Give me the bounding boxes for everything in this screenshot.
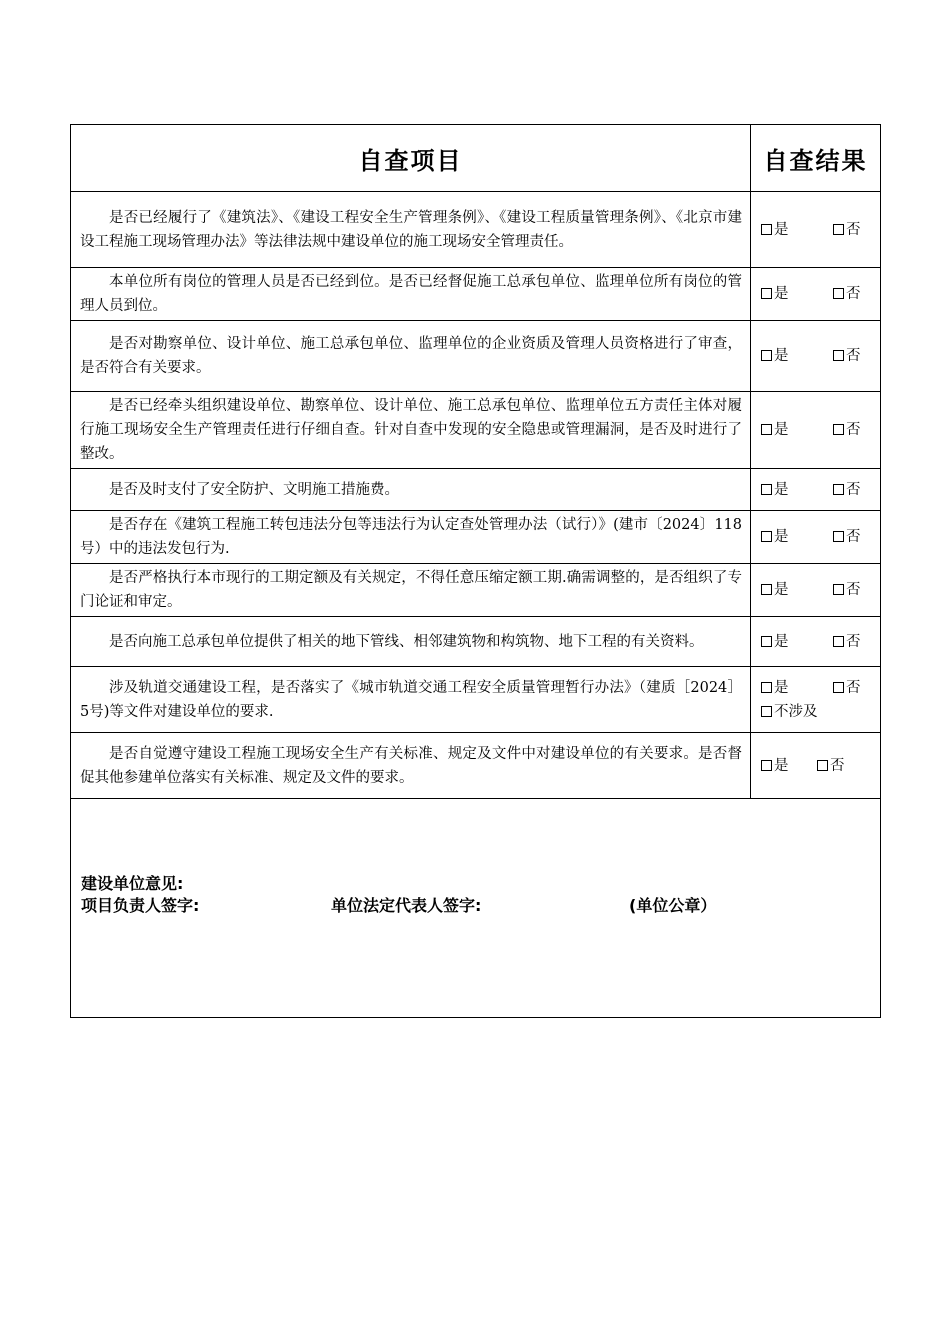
yes-label: 是: [774, 582, 789, 598]
no-label: 否: [846, 221, 861, 238]
item-text: 是否对勘察单位、设计单位、施工总承包单位、监理单位的企业资质及管理人员资格进行了审查，是否符合有关要求。: [71, 321, 751, 392]
yes-checkbox[interactable]: [761, 224, 772, 235]
no-checkbox[interactable]: [833, 584, 844, 595]
table-row: [71, 733, 881, 799]
item-text: 是否存在《建筑工程施工转包违法分包等违法行为认定查处管理办法（试行）》(建市〔2024〕118号）中的违法发包行为.: [71, 511, 751, 564]
result-options: [751, 321, 881, 392]
item-text: 是否已经牵头组织建设单位、勘察单位、设计单位、施工总承包单位、监理单位五方责任主体对履行施工现场安全生产管理责任进行仔细自查。针对自查中发现的安全隐患或管理漏洞，是否及时进行了整改。: [71, 392, 751, 469]
unit-seal-label: (单位公章）: [629, 896, 717, 915]
no-checkbox[interactable]: [833, 350, 844, 361]
no-label: 否: [846, 529, 861, 545]
yes-checkbox[interactable]: [761, 636, 772, 647]
result-options: [751, 733, 881, 799]
no-label: 否: [846, 582, 861, 598]
no-label: 否: [830, 757, 845, 774]
result-options: [751, 392, 881, 469]
yes-label: 是: [774, 757, 789, 774]
result-options: [751, 268, 881, 321]
result-options: [751, 667, 881, 733]
yes-checkbox[interactable]: [761, 682, 772, 693]
result-options: [751, 564, 881, 617]
table-row: [71, 192, 881, 268]
project-lead-signature-label: 项目负责人签字:: [81, 896, 200, 915]
yes-checkbox[interactable]: [761, 350, 772, 361]
result-options: [751, 192, 881, 268]
yes-label: 是: [774, 481, 789, 498]
table-row: [71, 321, 881, 392]
result-options: [751, 617, 881, 667]
self-check-table: [70, 124, 881, 1018]
yes-label: 是: [774, 422, 789, 438]
item-text: 是否及时支付了安全防护、文明施工措施费。: [71, 469, 751, 511]
yes-label: 是: [774, 221, 789, 238]
not-applicable-checkbox[interactable]: [761, 706, 772, 717]
table-row: [71, 667, 881, 733]
item-column-header: 自查项目: [71, 125, 751, 192]
yes-checkbox[interactable]: [761, 531, 772, 542]
table-row: [71, 511, 881, 564]
no-checkbox[interactable]: [833, 424, 844, 435]
opinion-row: [71, 799, 881, 1018]
no-checkbox[interactable]: [833, 636, 844, 647]
no-checkbox[interactable]: [833, 682, 844, 693]
item-text: 是否严格执行本市现行的工期定额及有关规定，不得任意压缩定额工期.确需调整的，是否组织了专门论证和审定。: [71, 564, 751, 617]
yes-checkbox[interactable]: [761, 484, 772, 495]
no-label: 否: [846, 633, 861, 650]
table-row: [71, 268, 881, 321]
yes-label: 是: [774, 348, 789, 364]
no-label: 否: [846, 679, 861, 696]
yes-label: 是: [774, 633, 789, 650]
legal-rep-signature-label: 单位法定代表人签字:: [331, 896, 482, 915]
table-header-row: [71, 125, 881, 192]
yes-checkbox[interactable]: [761, 288, 772, 299]
result-column-header: 自查结果: [751, 125, 881, 192]
result-options: [751, 469, 881, 511]
result-options: [751, 511, 881, 564]
no-checkbox[interactable]: [817, 760, 828, 771]
no-label: 否: [846, 286, 861, 302]
item-text: 是否自觉遵守建设工程施工现场安全生产有关标准、规定及文件中对建设单位的有关要求。是否督促其他参建单位落实有关标准、规定及文件的要求。: [71, 733, 751, 799]
item-text: 是否已经履行了《建筑法》、《建设工程安全生产管理条例》、《建设工程质量管理条例》、《北京市建设工程施工现场管理办法》等法律法规中建设单位的施工现场安全管理责任。: [71, 192, 751, 268]
item-text: 是否向施工总承包单位提供了相关的地下管线、相邻建筑物和构筑物、地下工程的有关资料。: [71, 617, 751, 667]
no-checkbox[interactable]: [833, 224, 844, 235]
table-row: [71, 564, 881, 617]
no-label: 否: [846, 348, 861, 364]
yes-checkbox[interactable]: [761, 760, 772, 771]
opinion-section: [71, 799, 881, 1018]
not-applicable-label: 不涉及: [774, 703, 818, 720]
yes-checkbox[interactable]: [761, 584, 772, 595]
item-text: 本单位所有岗位的管理人员是否已经到位。是否已经督促施工总承包单位、监理单位所有岗位的管理人员到位。: [71, 268, 751, 321]
no-checkbox[interactable]: [833, 288, 844, 299]
table-row: [71, 617, 881, 667]
no-checkbox[interactable]: [833, 531, 844, 542]
yes-label: 是: [774, 286, 789, 302]
item-text: 涉及轨道交通建设工程，是否落实了《城市轨道交通工程安全质量管理暂行办法》（建质［2024］5号)等文件对建设单位的要求.: [71, 667, 751, 733]
no-label: 否: [846, 481, 861, 498]
yes-label: 是: [774, 679, 789, 696]
table-row: [71, 469, 881, 511]
table-row: [71, 392, 881, 469]
no-label: 否: [846, 422, 861, 438]
no-checkbox[interactable]: [833, 484, 844, 495]
yes-checkbox[interactable]: [761, 424, 772, 435]
opinion-title: 建设单位意见:: [81, 874, 184, 893]
yes-label: 是: [774, 529, 789, 545]
